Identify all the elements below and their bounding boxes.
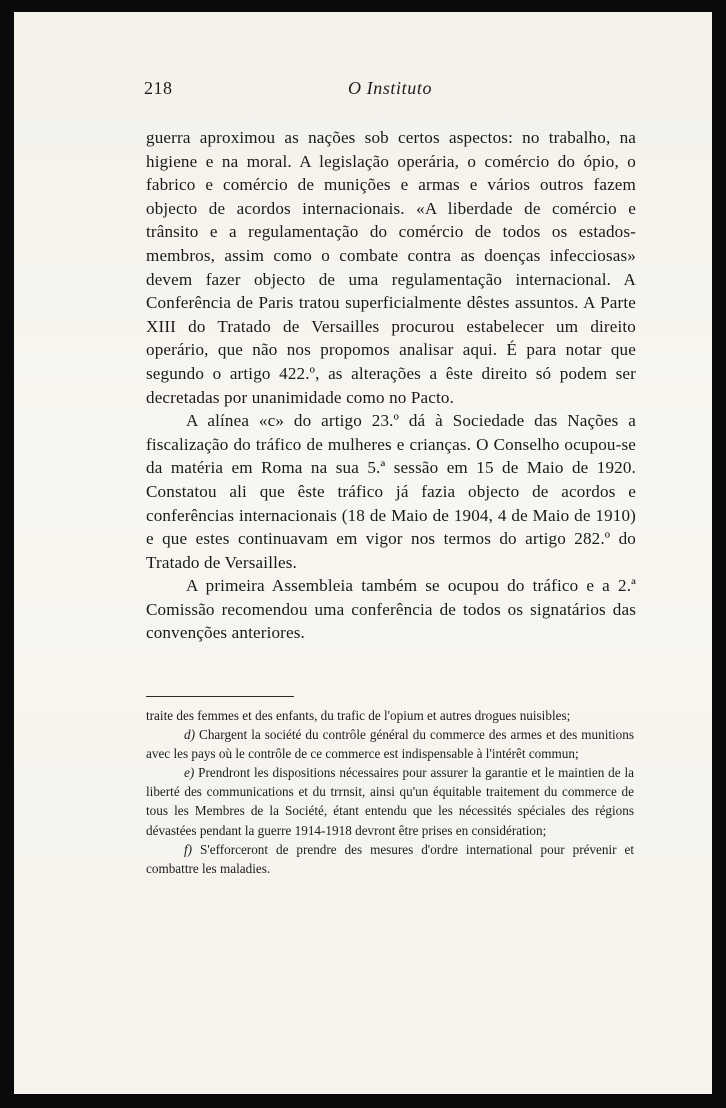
footnote-item-f xyxy=(146,840,634,878)
main-text xyxy=(146,126,636,645)
body-paragraph-1: guerra aproximou as nações sob certos aspectos: no trabalho, na higiene e na moral. A legislação operária, o comércio do ópio, o fabrico e comércio de munições e armas e vários outros fazem objecto de acordos internacionais. «A liberdade de comércio e trânsito e a regulamentação do comércio de todos os estados-membros, assim como o combate contra as doenças infecciosas» devem fazer objecto de uma regulamentação internacional. A Conferência de Paris tratou superficialmente dêstes assuntos. A Parte XIII do Tratado de Versailles procurou estabelecer um direito operário, que não nos propomos analisar aqui. É para notar que segundo o artigo 422.º, as alterações a êste direito só podem ser decretadas por unanimidade como no Pacto. xyxy=(146,128,636,407)
footnotes xyxy=(146,706,634,878)
footnote-text-f: S'efforceront de prendre des mesures d'ordre international pour prévenir et combattre les maladies. xyxy=(146,841,634,876)
footnote-marker-f: f) xyxy=(184,841,193,857)
footnote-item-e xyxy=(146,763,634,839)
book-page xyxy=(14,12,712,1094)
footnote-divider xyxy=(146,696,294,697)
footnote-item-d xyxy=(146,725,634,763)
footnote-marker-d: d) xyxy=(184,727,195,743)
footnote-marker-e: e) xyxy=(184,765,195,781)
page-number: 218 xyxy=(144,78,173,98)
running-title: O Instituto xyxy=(347,78,433,98)
body-paragraph-3: A primeira Assembleia também se ocupou do tráfico e a 2.ª Comissão recomendou uma conferência de todos os signatários das convenções anteriores. xyxy=(146,576,636,643)
footnote-continuation: traite des femmes et des enfants, du trafic de l'opium et autres drogues nuisibles; xyxy=(146,708,571,723)
body-paragraph-2: A alínea «c» do artigo 23.º dá à Sociedade das Nações a fiscalização do tráfico de mulheres e crianças. O Conselho ocupou-se da matéria em Roma na sua 5.ª sessão em 15 de Maio de 1920. Constatou ali que êste tráfico já fazia objecto de acordos e conferências internacionais (18 de Maio de 1904, 4 de Maio de 1910) e que estes continuavam em vigor nos termos do artigo 282.º do Tratado de Versailles. xyxy=(146,411,636,572)
running-head xyxy=(136,78,644,104)
footnote-text-e: Prendront les dispositions nécessaires pour assurer la garantie et le maintien de la liberté des communications et du trrnsit, ainsi qu'un équitable traitement du commerce de tous les Membres de la Société, étant entendu que les nécessités spéciales des régions dévastées pendant la guerre 1914-1918 devront être prises en considération; xyxy=(146,765,635,838)
footnote-text-d: Chargent la société du contrôle général du commerce des armes et des munitions avec les pays où le contrôle de ce commerce est indispensable à l'intérêt commun; xyxy=(146,727,635,762)
